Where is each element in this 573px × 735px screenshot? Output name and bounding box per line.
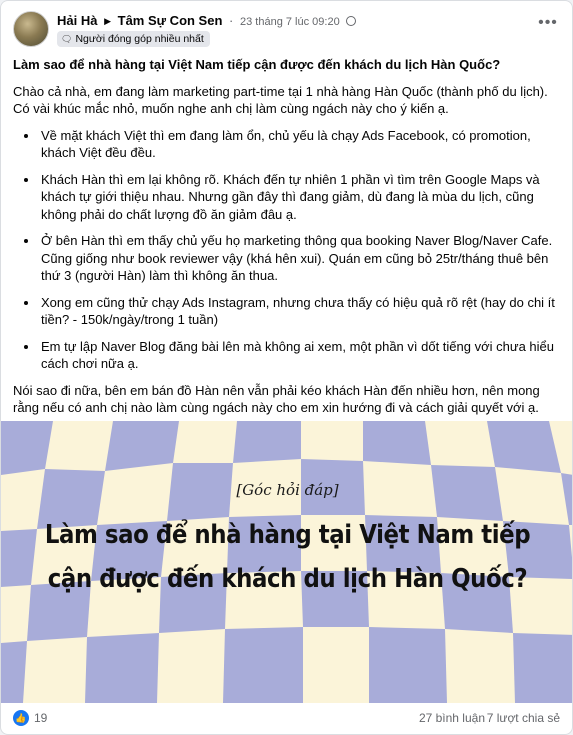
image-subtitle: [Góc hỏi đáp] <box>236 481 339 499</box>
like-icon[interactable]: 👍 <box>13 710 29 726</box>
globe-icon <box>346 16 356 26</box>
post-content <box>13 56 560 452</box>
contributor-badge[interactable] <box>57 31 210 47</box>
list-item: • Xong em cũng thử chạy Ads Instagram, nhưng chưa thấy có hiệu quả rõ rệt (hay do chi ít tiền? - 150k/ngày/trong 1 tuần) <box>39 294 560 329</box>
author-line <box>57 13 356 28</box>
share-count[interactable]: 7 lượt chia sẻ <box>486 711 560 725</box>
post-header <box>13 9 560 49</box>
post-timestamp[interactable]: 23 tháng 7 lúc 09:20 <box>240 16 340 28</box>
post-intro: Chào cả nhà, em đang làm marketing part-time tại 1 nhà hàng Hàn Quốc (thành phố du lịch). Có vài khúc mắc nhỏ, muốn nghe anh chị làm cùng ngách này cho ý kiến ạ. <box>13 83 548 116</box>
post-image[interactable] <box>1 421 573 703</box>
post-bullet-list <box>13 127 560 373</box>
author-name[interactable]: Hải Hà <box>57 13 98 28</box>
list-item: • Về mặt khách Việt thì em đang làm ổn, chủ yếu là chạy Ads Facebook, có promotion, khách Việt đều đều. <box>39 127 560 162</box>
like-count[interactable]: 19 <box>34 711 48 725</box>
list-item: • Em tự lập Naver Blog đăng bài lên mà không ai xem, một phần vì dốt tiếng với chưa hiểu cách chơi nữa ạ. <box>39 338 560 373</box>
group-name[interactable]: Tâm Sự Con Sen <box>117 13 223 28</box>
arrow-right-icon: ▶ <box>104 16 112 26</box>
more-icon[interactable]: ••• <box>538 14 558 31</box>
badge-icon: 🗨 <box>61 34 73 44</box>
image-title-line: cận được đến khách du lịch Hàn Quốc? <box>47 564 528 594</box>
comment-count[interactable]: 27 bình luận <box>418 711 485 725</box>
image-title <box>35 513 539 601</box>
list-item: • Khách Hàn thì em lại không rõ. Khách đến tự nhiên 1 phần vì tìm trên Google Maps và khách tự giới thiệu nhau. Nhưng gần đây thì đang giảm, dù đang là mùa du lịch, cũng không phải do chất lượng đồ ăn giảm đâu ạ. <box>39 171 560 224</box>
badge-label: Người đóng góp nhiều nhất <box>75 33 204 45</box>
post-footer <box>13 705 560 731</box>
post-closing: Nói sao đi nữa, bên em bán đồ Hàn nên vẫn phải kéo khách Hàn đến nhiều hơn, nên mong rằng nếu có anh chị nào làm cùng ngách này cho em xin hướng đi và cách giải quyết với ạ. <box>13 382 540 415</box>
separator-dot: · <box>229 13 234 28</box>
image-title-line: Làm sao để nhà hàng tại Việt Nam tiếp <box>44 520 531 550</box>
avatar[interactable] <box>13 11 49 47</box>
post-title: Làm sao để nhà hàng tại Việt Nam tiếp cận được đến khách du lịch Hàn Quốc? <box>13 57 501 72</box>
list-item: • Ở bên Hàn thì em thấy chủ yếu họ marketing thông qua booking Naver Blog/Naver Cafe. Cũng giống như book reviewer vậy (khá hên xui). Quán em cũng bỏ 25tr/tháng thuê bên thứ 3 (người Hàn) làm thì không ăn thua. <box>39 232 560 285</box>
